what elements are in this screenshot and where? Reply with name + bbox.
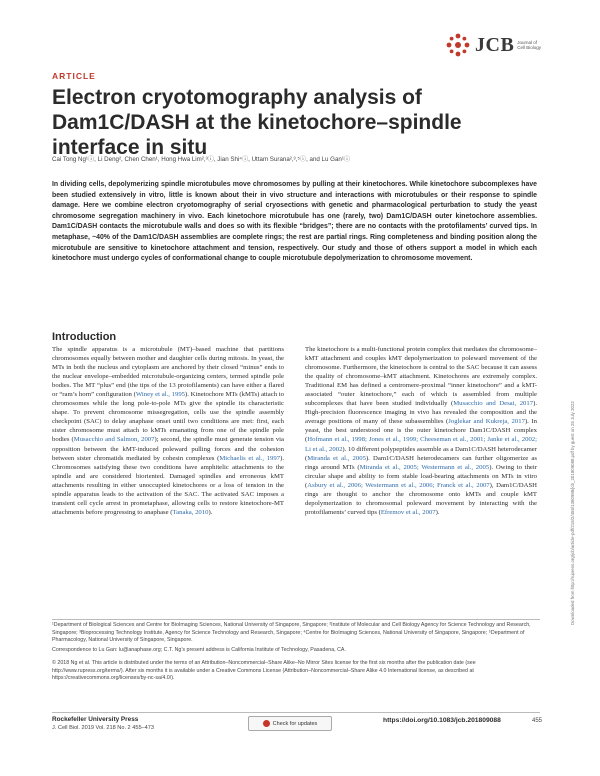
journal-citation: J. Cell Biol. 2019 Vol. 218 No. 2 455–473 [52, 725, 155, 731]
license-note: © 2018 Ng et al. This article is distributed under the terms of an Attribution–Noncommercial–Share Alike–No Mirror Sites license for the first six months after the publication date (see http://www.rupress.org/terms/). After six months it is available under a Creative Commons License (Attribution–Noncommercial–Share Alike 4.0 International license, as described at https://creativecommons.org/licenses/by-nc-sa/4.0/). [52, 660, 476, 682]
citation-link[interactable]: Winey et al., 1995 [135, 391, 186, 399]
check-for-updates-button[interactable] [248, 716, 332, 731]
citation-link[interactable]: Tanaka, 2010 [172, 508, 209, 516]
doi-link[interactable]: https://doi.org/10.1083/jcb.201809088 [383, 717, 501, 724]
citation-link[interactable]: Michaelis et al., 1997 [219, 454, 281, 462]
citation-link[interactable]: Musacchio and Desai, 2017 [453, 400, 534, 408]
journal-logo-subtitle: Journal of Cell Biology [517, 40, 542, 50]
publisher-name: Rockefeller University Press [52, 716, 139, 723]
jcb-logo-icon [445, 32, 471, 58]
footnote-divider [52, 619, 540, 620]
citation-link[interactable]: Efremov et al., 2007 [380, 508, 436, 516]
section-heading-introduction: Introduction [52, 331, 117, 343]
abstract: In dividing cells, depolymerizing spindle microtubules move chromosomes by pulling at their kinetochores. While kinetochore subcomplexes have been studied extensively in vitro, little is known about their in vivo structure and interactions with microtubules or their response to spindle damage. Here we combine electron cryotomography of serial cryosections with genetic and pharmacological perturbation to study the yeast chromosome segregation machinery in vivo. Each kinetochore microtubule has one (rarely, two) Dam1C/DASH outer kinetochore assemblies. Dam1C/DASH contacts the microtubule walls and does so with its flexible “bridges”; there are no contacts with the protofilaments’ curved tips. In metaphase, ~40% of the Dam1C/DASH assemblies are complete rings; the rest are partial rings. Ring completeness and binding position along the microtubule are sensitive to kinetochore attachment and tension, respectively. Our study and those of others support a model in which each kinetochore must undergo cycles of conformational change to couple microtubule depolymerization to chromosome movement. [52, 181, 537, 263]
article-type-label: ARTICLE [52, 71, 96, 81]
affiliations: ¹Department of Biological Sciences and Centre for BioImaging Sciences, National University of Singapore, Singapore; ²Institute of Molecular and Cell Biology Agency for Science Technology and Research, Singapore; ³Bioprocessing Technology Institute, Agency for Science Technology and Research, Singapore; ⁴Centre for BioImaging Sciences, National University of Singapore, Singapore; ⁵Department of Pharmacology, National University of Singapore, Singapore. [52, 622, 531, 644]
check-for-updates-label: Check for updates [272, 720, 318, 727]
crossmark-icon [263, 720, 270, 727]
citation-link[interactable]: Miranda et al., 2005 [307, 454, 366, 462]
footer-divider [52, 712, 540, 713]
author-list: Cai Tong Ng¹ⓘ, Li Deng², Chen Chen¹, Hong Hwa Lim²,³ⓘ, Jian Shi⁴ⓘ, Uttam Surana²,³,⁵ⓘ, and Lu Gan¹ⓘ [52, 156, 351, 163]
citation-link[interactable]: Musacchio and Salmon, 2007 [73, 436, 155, 444]
article-title: Electron cryotomography analysis of Dam1C/DASH at the kinetochore–spindle interface in situ [52, 86, 462, 159]
download-watermark: Downloaded from http://rupress.org/jcb/article-pdf/218/2/455/1380988/jcb_201809088.pdf by guest on 25 July 2022 [570, 401, 575, 625]
body-column-left: The spindle apparatus is a microtubule (MT)–based machine that partitions chromosomes equally between mother and daughter cells during mitosis. In yeast, the MTs in both the nucleus and cytoplasm are anchored by their closed “minus” ends to the nuclear envelope–embedded microtubule-organizing centers, termed spindle pole bodies. The MT “plus” end (the tips of the 13 protofilaments) can have either a flared or “ram’s horn” configuration (Winey et al., 1995). Kinetochore MTs (kMTs) attach to chromosomes while the long pole-to-pole MTs give the spindle its characteristic shape. To prevent chromosome missegregation, cells use the spindle assembly checkpoint (SAC) to delay anaphase onset until two conditions are met: first, each sister chromosome must attach to kMTs emanating from one of the spindle pole bodies (Musacchio and Salmon, 2007); second, the spindle must generate tension via opposition between the kMT-induced poleward pulling forces and the cohesion between sister chromatids mediated by cohesin complexes (Michaelis et al., 1997). Chromosomes satisfying these two conditions have amphitelic attachments to the spindle and are considered bioriented. Damaged spindles and erroneous kMT attachments resulting in either unoccupied kinetochores or a loss of tension in the spindle apparatus leads to the activation of the SAC. The activated SAC imposes a transient cell cycle arrest in prometaphase, allowing cells to restore kinetochore-MT attachments before progressing to anaphase (Tanaka, 2010). [52, 346, 284, 516]
page-number: 455 [532, 718, 543, 724]
journal-logo [445, 32, 541, 58]
correspondence-note: Correspondence to Lu Gan: lu@anaphase.org; C.T. Ng’s present address is California Institute of Technology, Pasadena, CA. [52, 647, 346, 653]
body-column-right: The kinetochore is a multi-functional protein complex that mediates the chromosome–kMT attachment and couples kMT depolymerization to poleward movement of the chromosome. Furthermore, the kinetochore is central to the SAC because it can assess the quality of chromosome–kMT attachment. Kinetochores are extremely complex. Traditional EM has defined a centromere-proximal “inner kinetochore” and a kMT-associated “outer kinetochore,” each of which is assembled from multiple subcomplexes that have been studied individually (Musacchio and Desai, 2017). High-precision fluorescence imaging in vivo has revealed the composition and the average positions of many of these subassemblies (Joglekar and Kukreja, 2017). In yeast, the best understood one is the outer kinetochore Dam1C/DASH complex (Hofmann et al., 1998; Jones et al., 1999; Cheeseman et al., 2001; Janke et al., 2002; Li et al., 2002). 10 different polypeptides assemble as a Dam1C/DASH heterodecamer (Miranda et al., 2005). Dam1C/DASH heterodecamers can further oligomerize as rings around MTs (Miranda et al., 2005; Westermann et al., 2005). Owing to their circular shape and ability to form stable load-bearing attachments on MTs in vitro (Asbury et al., 2006; Westermann et al., 2006; Franck et al., 2007), Dam1C/DASH rings are thought to anchor the chromosome onto kMTs and couple kMT depolymerization to chromosomal poleward movement by interacting with the protofilaments’ curved tips (Efremov et al., 2007). [305, 346, 537, 516]
citation-link[interactable]: Joglekar and Kukreja, 2017 [448, 418, 525, 426]
journal-logo-text: JCB [475, 33, 515, 56]
citation-link[interactable]: Hofmann et al., 1998; Jones et al., 1999; Cheeseman et al., 2001; Janke et al., 2002; Li et al., 2002 [305, 436, 537, 453]
citation-link[interactable]: Miranda et al., 2005; Westermann et al., 2005 [359, 463, 490, 471]
citation-link[interactable]: Asbury et al., 2006; Westermann et al., 2006; Franck et al., 2007 [307, 481, 490, 489]
